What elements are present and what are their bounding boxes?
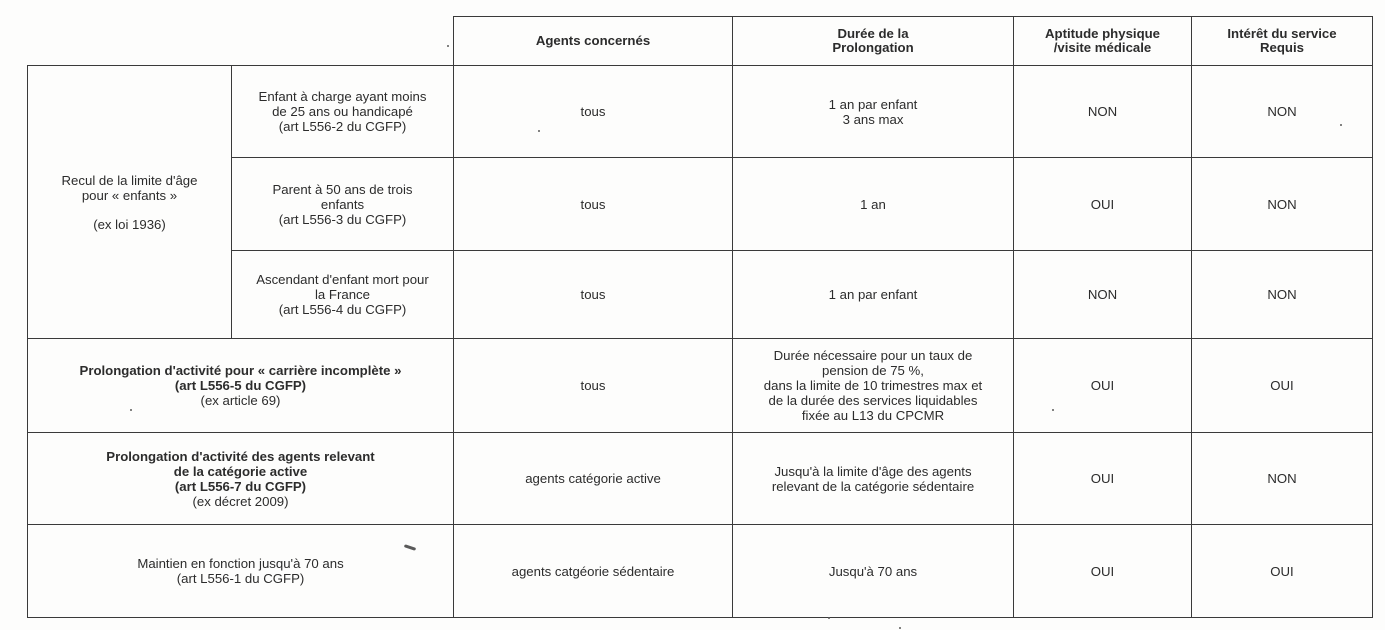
active-label-cell: [28, 433, 454, 525]
active-label-line-4: (ex décret 2009): [192, 493, 289, 509]
condition-cell: [232, 158, 454, 251]
scan-speck: [1052, 409, 1054, 411]
interet-cell: NON: [1192, 66, 1373, 158]
table-row: [28, 339, 1373, 433]
recul-label-line-1: Recul de la limite d'âge: [61, 172, 198, 188]
agents-cell: tous: [454, 251, 733, 339]
header-interet-line-2: Requis: [1260, 40, 1304, 55]
condition-cell: [232, 251, 454, 339]
interet-cell: OUI: [1192, 339, 1373, 433]
aptitude-cell: OUI: [1014, 525, 1192, 618]
header-aptitude: [1014, 17, 1192, 66]
condition-line: Ascendant d'enfant mort pour: [256, 272, 429, 287]
duree-cell: [733, 339, 1014, 433]
header-agents: Agents concernés: [454, 17, 733, 66]
active-label-line-1: Prolongation d'activité des agents relevant: [106, 448, 375, 464]
scan-speck: [538, 130, 540, 132]
condition-line: de 25 ans ou handicapé: [272, 104, 413, 119]
header-row: [28, 17, 1373, 66]
header-aptitude-line-2: /visite médicale: [1053, 40, 1152, 55]
header-aptitude-line-1: Aptitude physique: [1044, 26, 1161, 41]
header-duree-line-2: Prolongation: [832, 40, 914, 55]
header-interet: [1192, 17, 1373, 66]
interet-cell: NON: [1192, 433, 1373, 525]
duree-line: Durée nécessaire pour un taux de: [773, 348, 973, 363]
scan-speck: [899, 627, 901, 629]
header-blank-cell: [28, 17, 454, 66]
condition-line: (art L556-2 du CGFP): [278, 119, 407, 134]
scan-speck: [1340, 124, 1342, 126]
table-row: [28, 433, 1373, 525]
agents-cell: tous: [454, 66, 733, 158]
aptitude-cell: NON: [1014, 251, 1192, 339]
duree-line: 1 an par enfant: [828, 96, 918, 112]
prolongation-table: [27, 16, 1373, 618]
recul-label-cell: [28, 66, 232, 339]
header-interet-line-1: Intérêt du service: [1227, 26, 1337, 41]
interet-cell: OUI: [1192, 525, 1373, 618]
condition-line: Enfant à charge ayant moins: [258, 89, 427, 104]
recul-note: (ex loi 1936): [93, 216, 166, 232]
duree-line: fixée au L13 du CPCMR: [801, 408, 945, 423]
active-label-line-3: (art L556-7 du CGFP): [174, 478, 307, 494]
condition-cell: [232, 66, 454, 158]
duree-cell: [733, 433, 1014, 525]
table-row: [28, 66, 1373, 158]
condition-line: (art L556-3 du CGFP): [278, 211, 407, 227]
scan-speck: [828, 617, 830, 619]
duree-cell: 1 an: [733, 158, 1014, 251]
aptitude-cell: NON: [1014, 66, 1192, 158]
duree-cell: Jusqu'à 70 ans: [733, 525, 1014, 618]
duree-line: Jusqu'à la limite d'âge des agents: [774, 463, 972, 479]
header-duree: [733, 17, 1014, 66]
condition-line: (art L556-4 du CGFP): [278, 302, 407, 317]
interet-cell: NON: [1192, 158, 1373, 251]
agents-cell: agents catégorie active: [454, 433, 733, 525]
duree-line: pension de 75 %,: [822, 363, 924, 378]
condition-line: la France: [315, 287, 370, 302]
scan-speck: [447, 45, 449, 47]
duree-line: de la durée des services liquidables: [768, 393, 978, 408]
interet-cell: NON: [1192, 251, 1373, 339]
agents-cell: agents catgéorie sédentaire: [454, 525, 733, 618]
active-label-line-2: de la catégorie active: [173, 463, 308, 479]
duree-cell: [733, 66, 1014, 158]
agents-cell: tous: [454, 158, 733, 251]
duree-line: relevant de la catégorie sédentaire: [771, 478, 975, 494]
duree-line: 3 ans max: [842, 111, 904, 127]
condition-line: Parent à 50 ans de trois: [272, 181, 413, 197]
carriere-label-cell: [28, 339, 454, 433]
duree-cell: 1 an par enfant: [733, 251, 1014, 339]
maintien-label-line-2: (art L556-1 du CGFP): [176, 571, 305, 586]
carriere-label-line-3: (ex article 69): [200, 393, 281, 408]
aptitude-cell: OUI: [1014, 339, 1192, 433]
aptitude-cell: OUI: [1014, 433, 1192, 525]
agents-cell: tous: [454, 339, 733, 433]
aptitude-cell: OUI: [1014, 158, 1192, 251]
duree-line: dans la limite de 10 trimestres max et: [763, 378, 983, 393]
carriere-label-line-2: (art L556-5 du CGFP): [174, 378, 307, 393]
table-row: [28, 525, 1373, 618]
recul-label-line-2: pour « enfants »: [81, 187, 178, 203]
header-duree-line-1: Durée de la: [837, 26, 909, 41]
maintien-label-cell: [28, 525, 454, 618]
condition-line: enfants: [320, 196, 365, 212]
scan-speck: [130, 409, 132, 411]
maintien-label-line-1: Maintien en fonction jusqu'à 70 ans: [137, 556, 344, 571]
carriere-label-line-1: Prolongation d'activité pour « carrière incomplète »: [79, 363, 402, 378]
